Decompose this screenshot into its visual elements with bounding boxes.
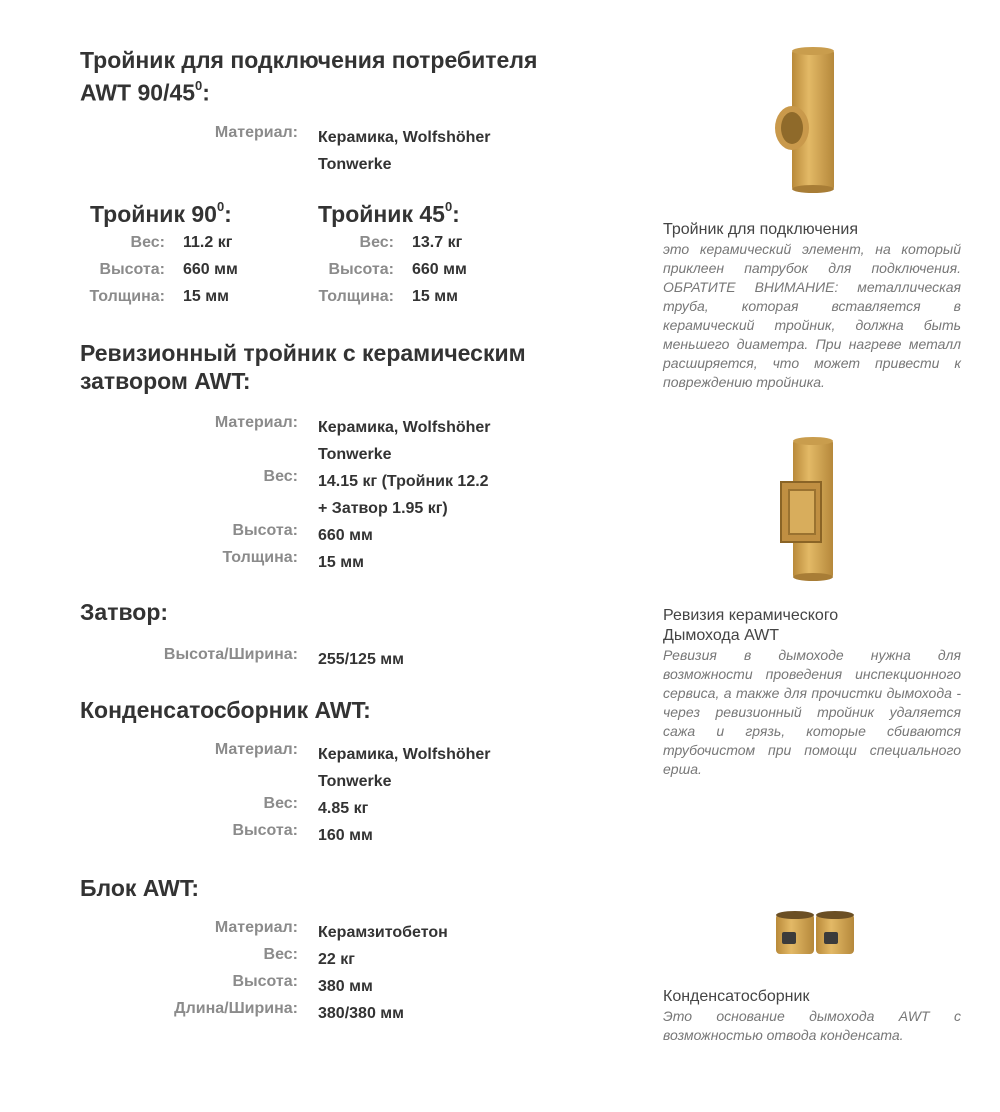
tee45-spec [308, 234, 467, 315]
title-line: AWT 90/45 [80, 79, 196, 106]
section-block [80, 874, 199, 902]
section-shutter [80, 598, 168, 626]
caption-condensate [663, 987, 961, 1045]
spec-row: Вес: 11.2 кг [130, 234, 233, 251]
condensate-collector-icon [772, 908, 858, 958]
spec-value: Керамика, Wolfshöher Tonwerke [318, 129, 491, 173]
tee90-title: Тройник $90^0$: [90, 199, 232, 227]
spec-row: Длина/Ширина: 380/380 мм [174, 1000, 404, 1022]
spec-row: Высота: 660 мм [99, 261, 238, 278]
caption-revision [663, 606, 961, 779]
spec-row: Толщина: 15 мм [89, 288, 229, 305]
spec-row: Высота: 660 мм [328, 261, 467, 278]
spec-table [98, 919, 538, 1027]
spec-row: Вес: 4.85 кг [263, 795, 369, 817]
section-title: Ревизионный тройник с керамическим затвором AWT: [80, 340, 526, 394]
spec-row: Толщина: 15 мм [222, 549, 364, 571]
spec-row: Вес: 14.15 кг (Тройник 12.2 + Затвор 1.95 кг) [263, 468, 489, 517]
caption-tee [663, 220, 961, 392]
spec-row: Высота: 380 мм [232, 973, 373, 995]
caption-title: Конденсатосборник [663, 988, 810, 1005]
spec-row [98, 124, 538, 178]
superscript: 0 [195, 78, 203, 93]
tee45-title: Тройник $45^0$: [318, 199, 460, 227]
section-title [80, 46, 537, 107]
caption-title: Ревизия керамического Дымохода AWT [663, 607, 839, 644]
spec-label: Материал: [214, 124, 298, 141]
spec-table [98, 414, 538, 576]
spec-row: Вес: 13.7 кг [359, 234, 463, 251]
section-revision-tee [80, 339, 526, 395]
spec-row: Высота/Ширина: 255/125 мм [163, 646, 404, 668]
section-title: Блок AWT: [80, 875, 199, 901]
title-line: Тройник для подключения потребителя [80, 47, 538, 73]
section-title: Затвор: [80, 599, 169, 625]
title-suffix: : [202, 79, 210, 106]
spec-table [98, 646, 538, 673]
ceramic-tee-icon [770, 46, 840, 196]
section-title: Конденсатосборник AWT: [80, 697, 371, 723]
spec-table [98, 124, 538, 178]
spec-row: Материал: Керамика, Wolfshöher Tonwerke [214, 414, 491, 463]
spec-row: Материал: Керамика, Wolfshöher Tonwerke [214, 741, 491, 790]
spec-row: Высота: 160 мм [232, 822, 373, 844]
caption-body: Ревизия в дымоходе нужна для возможности проведения инспекционного сервиса, а также для прочистки дымохода - через ревизионный тройник удаляется сажа и грязь, которые сбиваются трубочистом при помощи специального ерша. [663, 647, 961, 777]
section-tee-connection [80, 46, 537, 107]
spec-row: Вес: 22 кг [263, 946, 355, 968]
caption-title: Тройник для подключения [663, 221, 858, 238]
spec-row: Высота: 660 мм [232, 522, 373, 544]
spec-row: Материал: Керамзитобетон [214, 919, 448, 941]
ceramic-revision-tee-icon [775, 436, 845, 584]
spec-row: Толщина: 15 мм [318, 288, 458, 305]
spec-table [98, 741, 538, 849]
caption-body: это керамический элемент, на который приклеен патрубок для подключения. ОБРАТИТЕ ВНИМАНИЕ: металлическая труба, которая вставляется в керамический тройник, должна быть меньшего диаметра. При нагреве металл расширяется, что может привести к повреждению тройника. [663, 241, 961, 390]
tee90-spec [80, 234, 238, 315]
caption-body: Это основание дымохода AWT с возможностью отвода конденсата. [663, 1008, 961, 1043]
section-condensate [80, 696, 371, 724]
